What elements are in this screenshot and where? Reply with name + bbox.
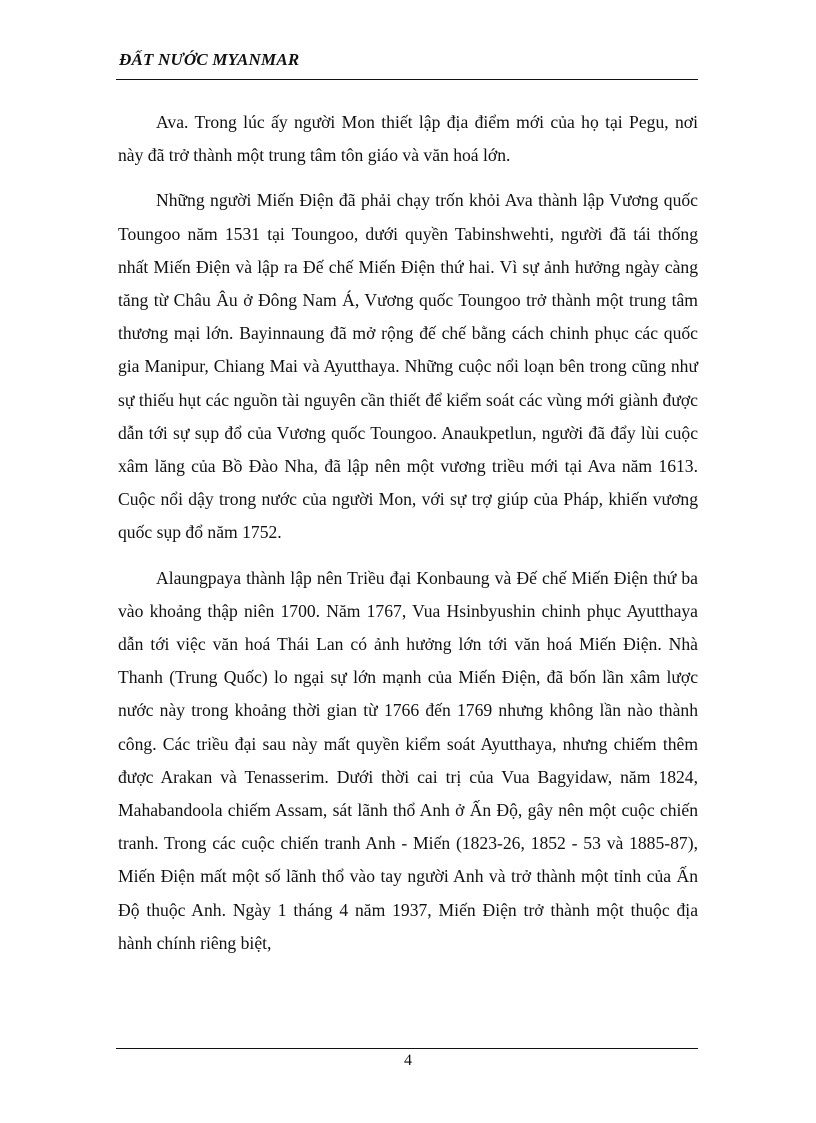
page-number: 4 bbox=[404, 1052, 412, 1069]
paragraph: Những người Miến Điện đã phải chạy trốn khỏi Ava thành lập Vương quốc Toungoo năm 1531 tại Toungoo, dưới quyền Tabinshwehti, người đã tái thống nhất Miến Điện và lập ra Đế chế Miến Điện thứ hai. Vì sự ảnh hưởng ngày càng tăng từ Châu Âu ở Đông Nam Á, Vương quốc Toungoo trở thành một trung tâm thương mại lớn. Bayinnaung đã mở rộng đế chế bằng cách chinh phục các quốc gia Manipur, Chiang Mai và Ayutthaya. Những cuộc nổi loạn bên trong cũng như sự thiếu hụt các nguồn tài nguyên cần thiết để kiểm soát các vùng mới giành được dẫn tới sự sụp đổ của Vương quốc Toungoo. Anaukpetlun, người đã đẩy lùi cuộc xâm lăng của Bồ Đào Nha, đã lập nên một vương triều mới tại Ava năm 1613. Cuộc nổi dậy trong nước của người Mon, với sự trợ giúp của Pháp, khiến vương quốc sụp đổ năm 1752. bbox=[118, 190, 698, 543]
body-text bbox=[118, 106, 698, 972]
paragraph: Ava. Trong lúc ấy người Mon thiết lập địa điểm mới của họ tại Pegu, nơi này đã trở thành một trung tâm tôn giáo và văn hoá lớn. bbox=[118, 112, 698, 166]
footer-rule bbox=[116, 1048, 698, 1049]
header-title: ĐẤT NƯỚC MYANMAR bbox=[119, 50, 300, 69]
paragraph: Alaungpaya thành lập nên Triều đại Konbaung và Đế chế Miến Điện thứ ba vào khoảng thập niên 1700. Năm 1767, Vua Hsinbyushin chinh phục Ayutthaya dẫn tới việc văn hoá Thái Lan có ảnh hưởng lớn tới văn hoá Miến Điện. Nhà Thanh (Trung Quốc) lo ngại sự lớn mạnh của Miến Điện, đã bốn lần xâm lược nước này trong khoảng thời gian từ 1766 đến 1769 nhưng không lần nào thành công. Các triều đại sau này mất quyền kiểm soát Ayutthaya, nhưng chiếm thêm được Arakan và Tenasserim. Dưới thời cai trị của Vua Bagyidaw, năm 1824, Mahabandoola chiếm Assam, sát lãnh thổ Anh ở Ấn Độ, gây nên một cuộc chiến tranh. Trong các cuộc chiến tranh Anh - Miến (1823-26, 1852 - 53 và 1885-87), Miến Điện mất một số lãnh thổ vào tay người Anh và trở thành một tỉnh của Ấn Độ thuộc Anh. Ngày 1 tháng 4 năm 1937, Miến Điện trở thành một thuộc địa hành chính riêng biệt, bbox=[118, 567, 698, 953]
header-rule bbox=[116, 79, 698, 80]
